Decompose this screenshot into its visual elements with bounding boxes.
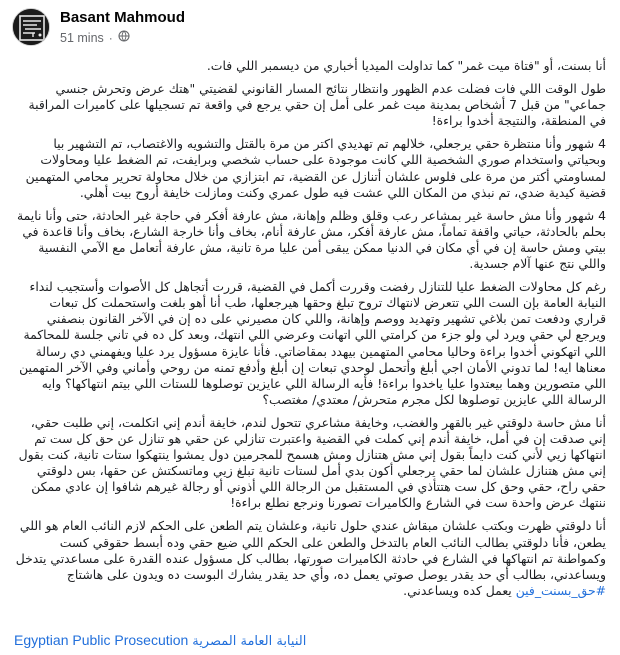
avatar[interactable] <box>12 8 50 46</box>
closing-text: يعمل كده ويساعدني. <box>403 582 512 598</box>
meta-separator: · <box>108 30 113 45</box>
tag-link-english[interactable]: Egyptian Public Prosecution <box>14 632 189 648</box>
post-paragraph: طول الوقت اللي فات فضلت عدم الظهور وانتظار نتائج المسار القانوني لقضيتي "هتك عرض وتحرش جنسي جماعي" من قبل 7 أشخاص بمدينة ميت غمر على أمل إن حقي يرجع في واقعة تم تسجيلها على كاميرات المراقبة في المنطقة، والنتيجة أخدوا براءة! <box>28 81 606 129</box>
post-header <box>0 0 620 58</box>
post-paragraph: أنا مش حاسة دلوقتي غير بالقهر والغضب، وخايفة مشاعري تتحول لندم، خايفة أندم إني اتكلمت، إني طلبت حقي، إني صدقت إن في أمل، خايفة أندم إني كملت في القضية واعتبرت تنازلي عن حقي هو تنازل عن حق كل ست تم انتهاكها زيي لأني كنت دايماً بقول إني مش هتنازل ومش هسمح للمجرمين دول يمشوا ينتهكوا ستات تانية، كنت بقول إني مش هتنازل علشان لما حقي يرجعلي أكون بدي أمل لستات تانية تبلغ زيي وماتسكتش عن حقها، بس دلوقتي حقي راح، حقي وحق كل ست هتتأذي في المستقبل من الرجالة اللي أذوني أو رجالة غيرهم شافوا إن عادي ممكن ننتهك عرض واحدة ست في الشارع والكاميرات تصورنا ونرجع نطلع براءة! <box>18 414 606 511</box>
post-paragraph-last <box>14 518 606 598</box>
post-paragraph: 4 شهور وأنا مش حاسة غير بمشاعر رعب وقلق وظلم وإهانة، مش عارفة أفكر في حاجة غير الحادثة، حتى وأنا نايمة بحلم بالحادثة، حياتي واقفة تماماً، مش عارفة أفكر، مش عارفة أنام، بخاف وأنا خارجة الشارع، بخاف وأنا قاعدة في بيتي ومش حاسة إن في أي مكان في الدنيا ممكن يبقى أمن عليا مرة تانية، مش عارفة أتعامل مع الآمي النفسية واللي نتج عنها آلام جسدية. <box>16 207 606 272</box>
timestamp[interactable]: 51 mins <box>60 30 104 45</box>
post-paragraph: أنا بسنت، أو "فتاة ميت غمر" كما تداولت الميديا أخباري من ديسمبر اللي فات. <box>206 58 606 73</box>
post-meta <box>60 30 130 45</box>
post-paragraph-text: أنا دلوقتي ظهرت وبكتب علشان مبقاش عندي حلول تانية، وعلشان يتم الطعن على الحكم لازم النائب العام هو اللي يطعن، فأنا دلوقتي بطالب النائب العام بالتدخل والطعن على الحكم اللي ضيع حقي وده أبسط حقوقي كست وكمواطنة تم انتهاكها في الشارع في حادثة الكاميرات صورتها، بطالب كل مسؤول عنده القدرة على مساعدتي يتدخل ويساعدني، بطالب أي حد يقدر يوصل صوتي يعمل ده، وأي حد يقدر يشارك البوست ده ويدون على هاشتاج <box>15 518 606 582</box>
tag-link-arabic[interactable]: النيابة العامة المصرية <box>192 634 307 649</box>
post-paragraph: 4 شهور وأنا منتظرة حقي يرجعلي، خلالهم تم تهديدي اكتر من مرة بالقتل والتشويه والاغتصاب، تم التشهير بيا وبحياتي واستخدام صوري الشخصية اللي كانت موجودة على حساب شخصي وبرايفت، تم الضغط عليا ومحاولات لمساومتي أكتر من مرة على فلوس علشان أتنازل عن القضية، تم ابتزازي من خلال محاولة تحرير محامي المتهمين قضية كيدية ضدي، تم نبذي من المكان اللي عشت فيه طول عمري وكنت ومازلت خايفة أروح بيت أهلي. <box>25 136 606 200</box>
post-paragraph: رغم كل محاولات الضغط عليا للتنازل رفضت وقررت أكمل في القضية، قررت أتجاهل كل الأصوات وأستجيب لنداء النيابة العامة بإن الست اللي تتعرض لانتهاك تروح تبلغ وحقها هيرجعلها، طب أنا أهو بلغت واستحملت كل تبعات قراري ودفعت تمن بلاغي تشهير وتهديد ووصم وإهانة، واللي كان مصيرني على ده إن في الآخر القانون بنصفني ويرجع لي حقي ويرد لي ولو جزء من كرامتي اللي اتهانت وعرضي اللي انتهك، وبعد كل ده في تاني جلسة للمحاكمة اللي اتهكوني أخدوا براءة وحاليا محامي المتهمين بيهدد بمقاضاتي. فأنا عايزة مسؤول يرد عليا ويفهمني دي رسالة معناها ايه! لما تدوني الأمان اجي أبلغ وأتحمل لوحدي تبعات إن أبلغ وأدفع تمنه من روحي وأماني وفي الآخر المتهمين اللي متصورين وهما بيعتدوا عليا ياخدوا براءة! فأيه الرسالة اللي عايزين توصلوها للستات اللي بيتم انتهاكها؟ وايه الرسالة اللي عايزين توصلوها لكل مجرم متحرش/ معتدي/ مغتصب؟ <box>19 279 606 407</box>
globe-icon[interactable] <box>118 30 130 45</box>
tag-line <box>14 632 606 652</box>
calligraphy-avatar-icon <box>13 9 50 46</box>
post-body <box>14 58 606 606</box>
hashtag-link[interactable]: #حق_بسنت_فين <box>515 582 606 598</box>
author-name[interactable]: Basant Mahmoud <box>60 9 186 26</box>
